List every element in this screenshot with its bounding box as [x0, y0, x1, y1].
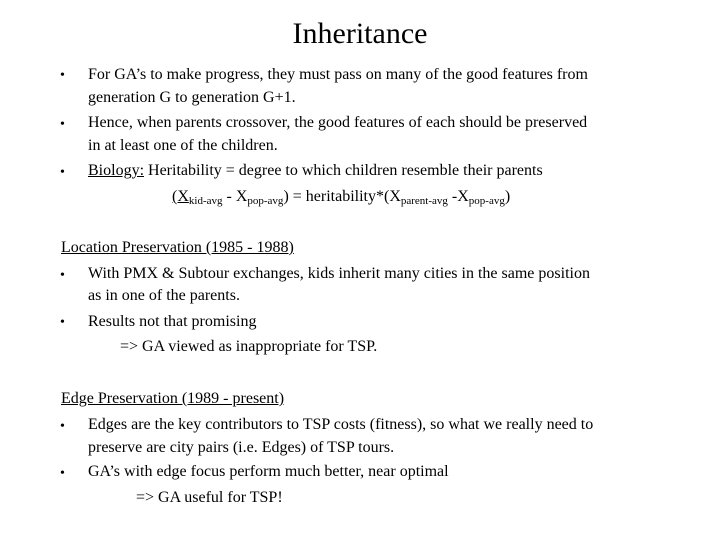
edge-bullet-1-line-2: preserve are city pairs (i.e. Edges) of TSP tours. — [88, 439, 395, 456]
edge-bullet-1-line-1: Edges are the key contributors to TSP costs (fitness), so what we really need to — [88, 416, 594, 433]
formula-sub-kid-avg: kid-avg — [188, 195, 223, 207]
intro-bullet-2-line-1: Hence, when parents crossover, the good features of each should be preserved — [88, 114, 588, 131]
bullet-icon: • — [60, 117, 65, 132]
formula-mid-3: -X — [447, 188, 469, 205]
location-bullet-1-line-1: With PMX & Subtour exchanges, kids inherit many cities in the same position — [88, 265, 590, 282]
intro-bullet-1-line-1: For GA’s to make progress, they must pass on many of the good features from — [88, 66, 588, 83]
bullet-icon: • — [60, 419, 65, 434]
location-heading: Location Preservation (1985 - 1988) — [61, 239, 294, 256]
intro-bullet-1-line-2: generation G to generation G+1. — [88, 89, 296, 106]
biology-label: Biology: — [88, 162, 145, 179]
edge-heading: Edge Preservation (1989 - present) — [61, 390, 285, 407]
edge-bullet-2: GA’s with edge focus perform much better, near optimal — [88, 463, 449, 480]
formula-sub-pop-avg: pop-avg — [247, 195, 284, 207]
bullet-icon: • — [60, 68, 65, 83]
location-conclusion: => GA viewed as inappropriate for TSP. — [120, 338, 378, 355]
intro-bullet-2-line-2: in at least one of the children. — [88, 137, 278, 154]
formula-mid-1: - X — [222, 188, 248, 205]
bullet-icon: • — [60, 466, 65, 481]
bullet-icon: • — [60, 165, 65, 180]
formula-sub-parent-avg: parent-avg — [400, 195, 448, 207]
bullet-icon: • — [60, 268, 65, 283]
edge-conclusion: => GA useful for TSP! — [136, 489, 283, 506]
location-bullet-1-line-2: as in one of the parents. — [88, 287, 240, 304]
biology-text: Heritability = degree to which children resemble their parents — [144, 162, 543, 179]
bullet-icon: • — [60, 315, 65, 330]
slide-title: Inheritance — [292, 17, 428, 50]
formula-open: (X — [172, 188, 189, 205]
location-bullet-2: Results not that promising — [88, 313, 257, 330]
intro-bullet-3 — [88, 160, 543, 182]
heritability-formula — [172, 186, 510, 208]
formula-sub-pop-avg-2: pop-avg — [468, 195, 505, 207]
formula-close: ) — [504, 188, 511, 205]
formula-mid-2: ) = heritability*(X — [283, 188, 401, 205]
